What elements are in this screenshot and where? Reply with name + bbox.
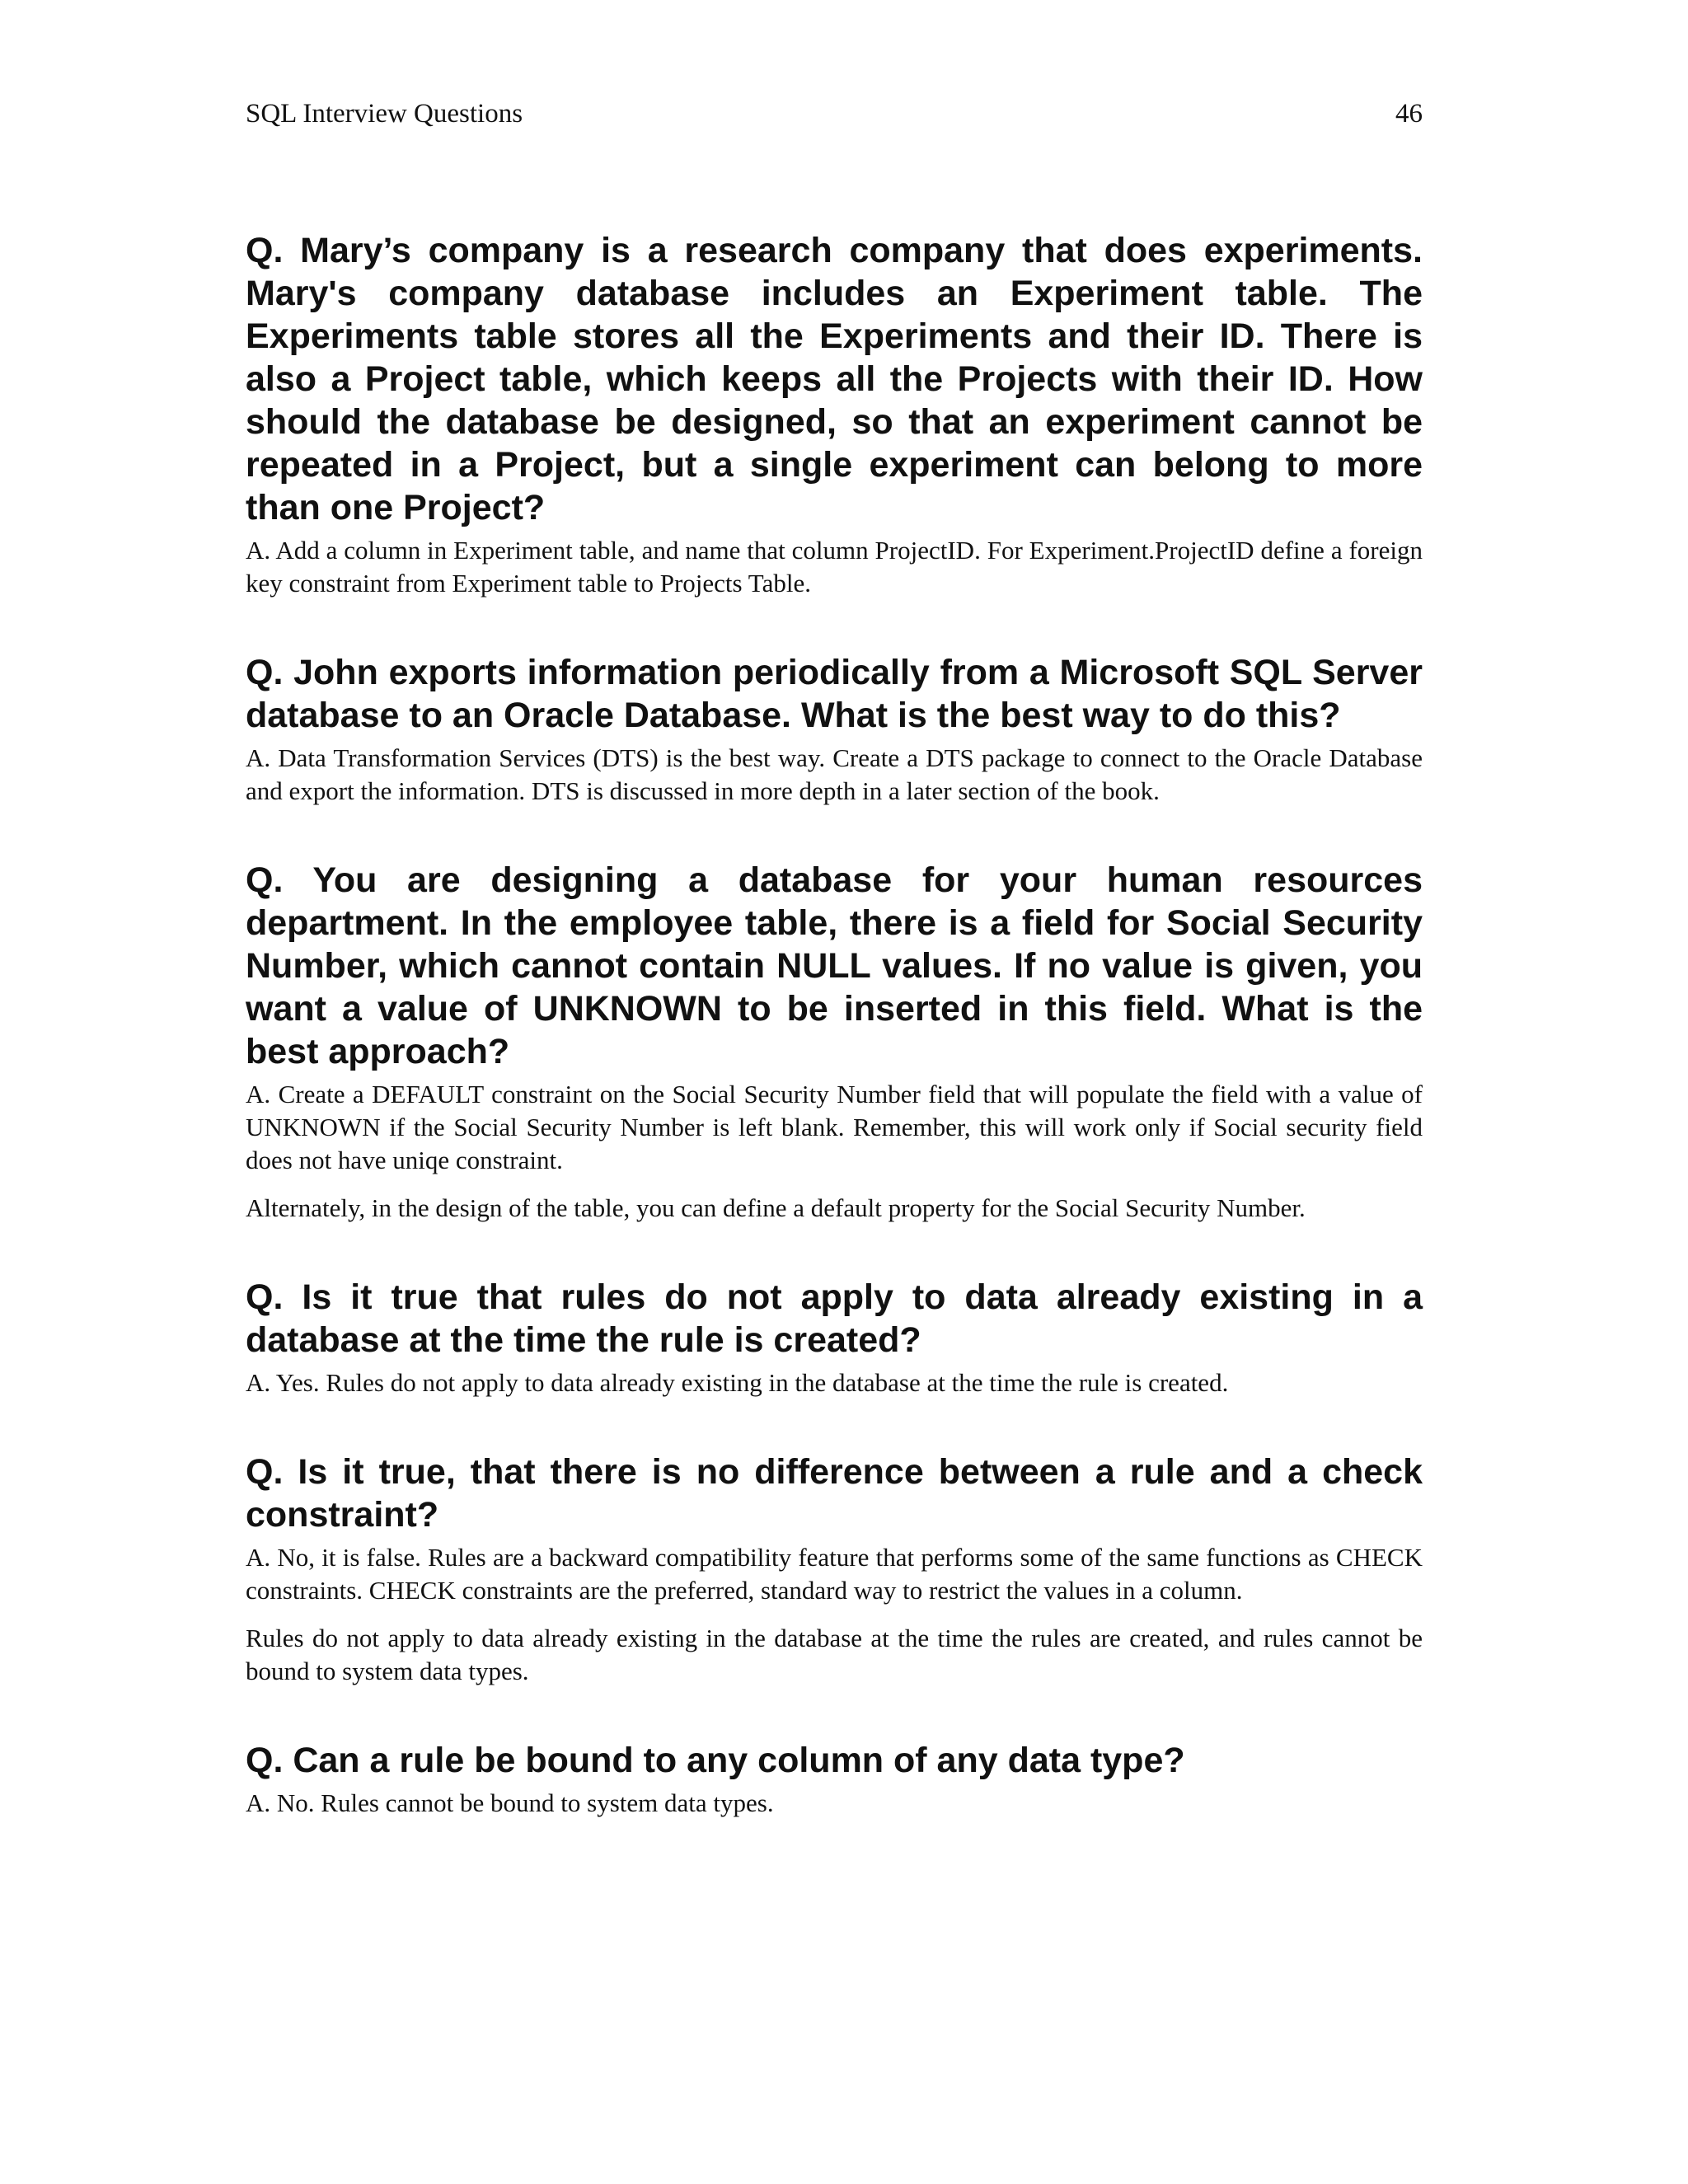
qa-item: [246, 1276, 1423, 1399]
answer-text: A. Data Transformation Services (DTS) is the best way. Create a DTS package to connect to the Oracle Database and export the information. DTS is discussed in more depth in a later section of the book.: [246, 743, 1423, 805]
page-number: 46: [1395, 99, 1423, 129]
qa-item: [246, 229, 1423, 600]
answer-text: A. No. Rules cannot be bound to system data types.: [246, 1788, 774, 1817]
document-page: [246, 0, 1423, 2184]
qa-list: [246, 229, 1423, 1871]
question-text: Q. Is it true that rules do not apply to data already existing in a database at the time the rule is created?: [246, 1277, 1423, 1360]
answer-text: A. Create a DEFAULT constraint on the Social Security Number field that will populate the field with a value of UNKNOWN if the Social Security Number is left blank. Remember, this will work only if Social security field does not have uniqe constraint.: [246, 1080, 1423, 1174]
answer-text: A. Yes. Rules do not apply to data already existing in the database at the time the rule is created.: [246, 1368, 1229, 1397]
question-text: Q. You are designing a database for your human resources department. In the employee table, there is a field for Social Security Number, which cannot contain NULL values. If no value is given, you want a value of UNKNOWN to be inserted in this field. What is the best approach?: [246, 860, 1423, 1071]
question-text: Q. John exports information periodically from a Microsoft SQL Server database to an Oracle Database. What is the best way to do this?: [246, 653, 1423, 735]
answer-text: Rules do not apply to data already existing in the database at the time the rules are created, and rules cannot be bound to system data types.: [246, 1624, 1423, 1685]
header-title: SQL Interview Questions: [246, 99, 523, 129]
qa-item: [246, 1451, 1423, 1688]
question-text: Q. Can a rule be bound to any column of any data type?: [246, 1741, 1185, 1780]
running-header: [246, 97, 1423, 130]
answer-text: Alternately, in the design of the table, you can define a default property for the Social Security Number.: [246, 1193, 1306, 1222]
answer-text: A. No, it is false. Rules are a backward compatibility feature that performs some of the same functions as CHECK constraints. CHECK constraints are the preferred, standard way to restrict the values in a column.: [246, 1543, 1423, 1605]
question-text: Q. Is it true, that there is no difference between a rule and a check constraint?: [246, 1452, 1423, 1535]
question-text: Q. Mary’s company is a research company that does experiments. Mary's company database includes an Experiment table. The Experiments table stores all the Experiments and their ID. There is also a Project table, which keeps all the Projects with their ID. How should the database be designed, so that an experiment cannot be repeated in a Project, but a single experiment can belong to more than one Project?: [246, 231, 1423, 527]
qa-item: [246, 1739, 1423, 1820]
answer-text: A. Add a column in Experiment table, and name that column ProjectID. For Experiment.ProjectID define a foreign key constraint from Experiment table to Projects Table.: [246, 536, 1423, 598]
qa-item: [246, 651, 1423, 808]
qa-item: [246, 859, 1423, 1225]
